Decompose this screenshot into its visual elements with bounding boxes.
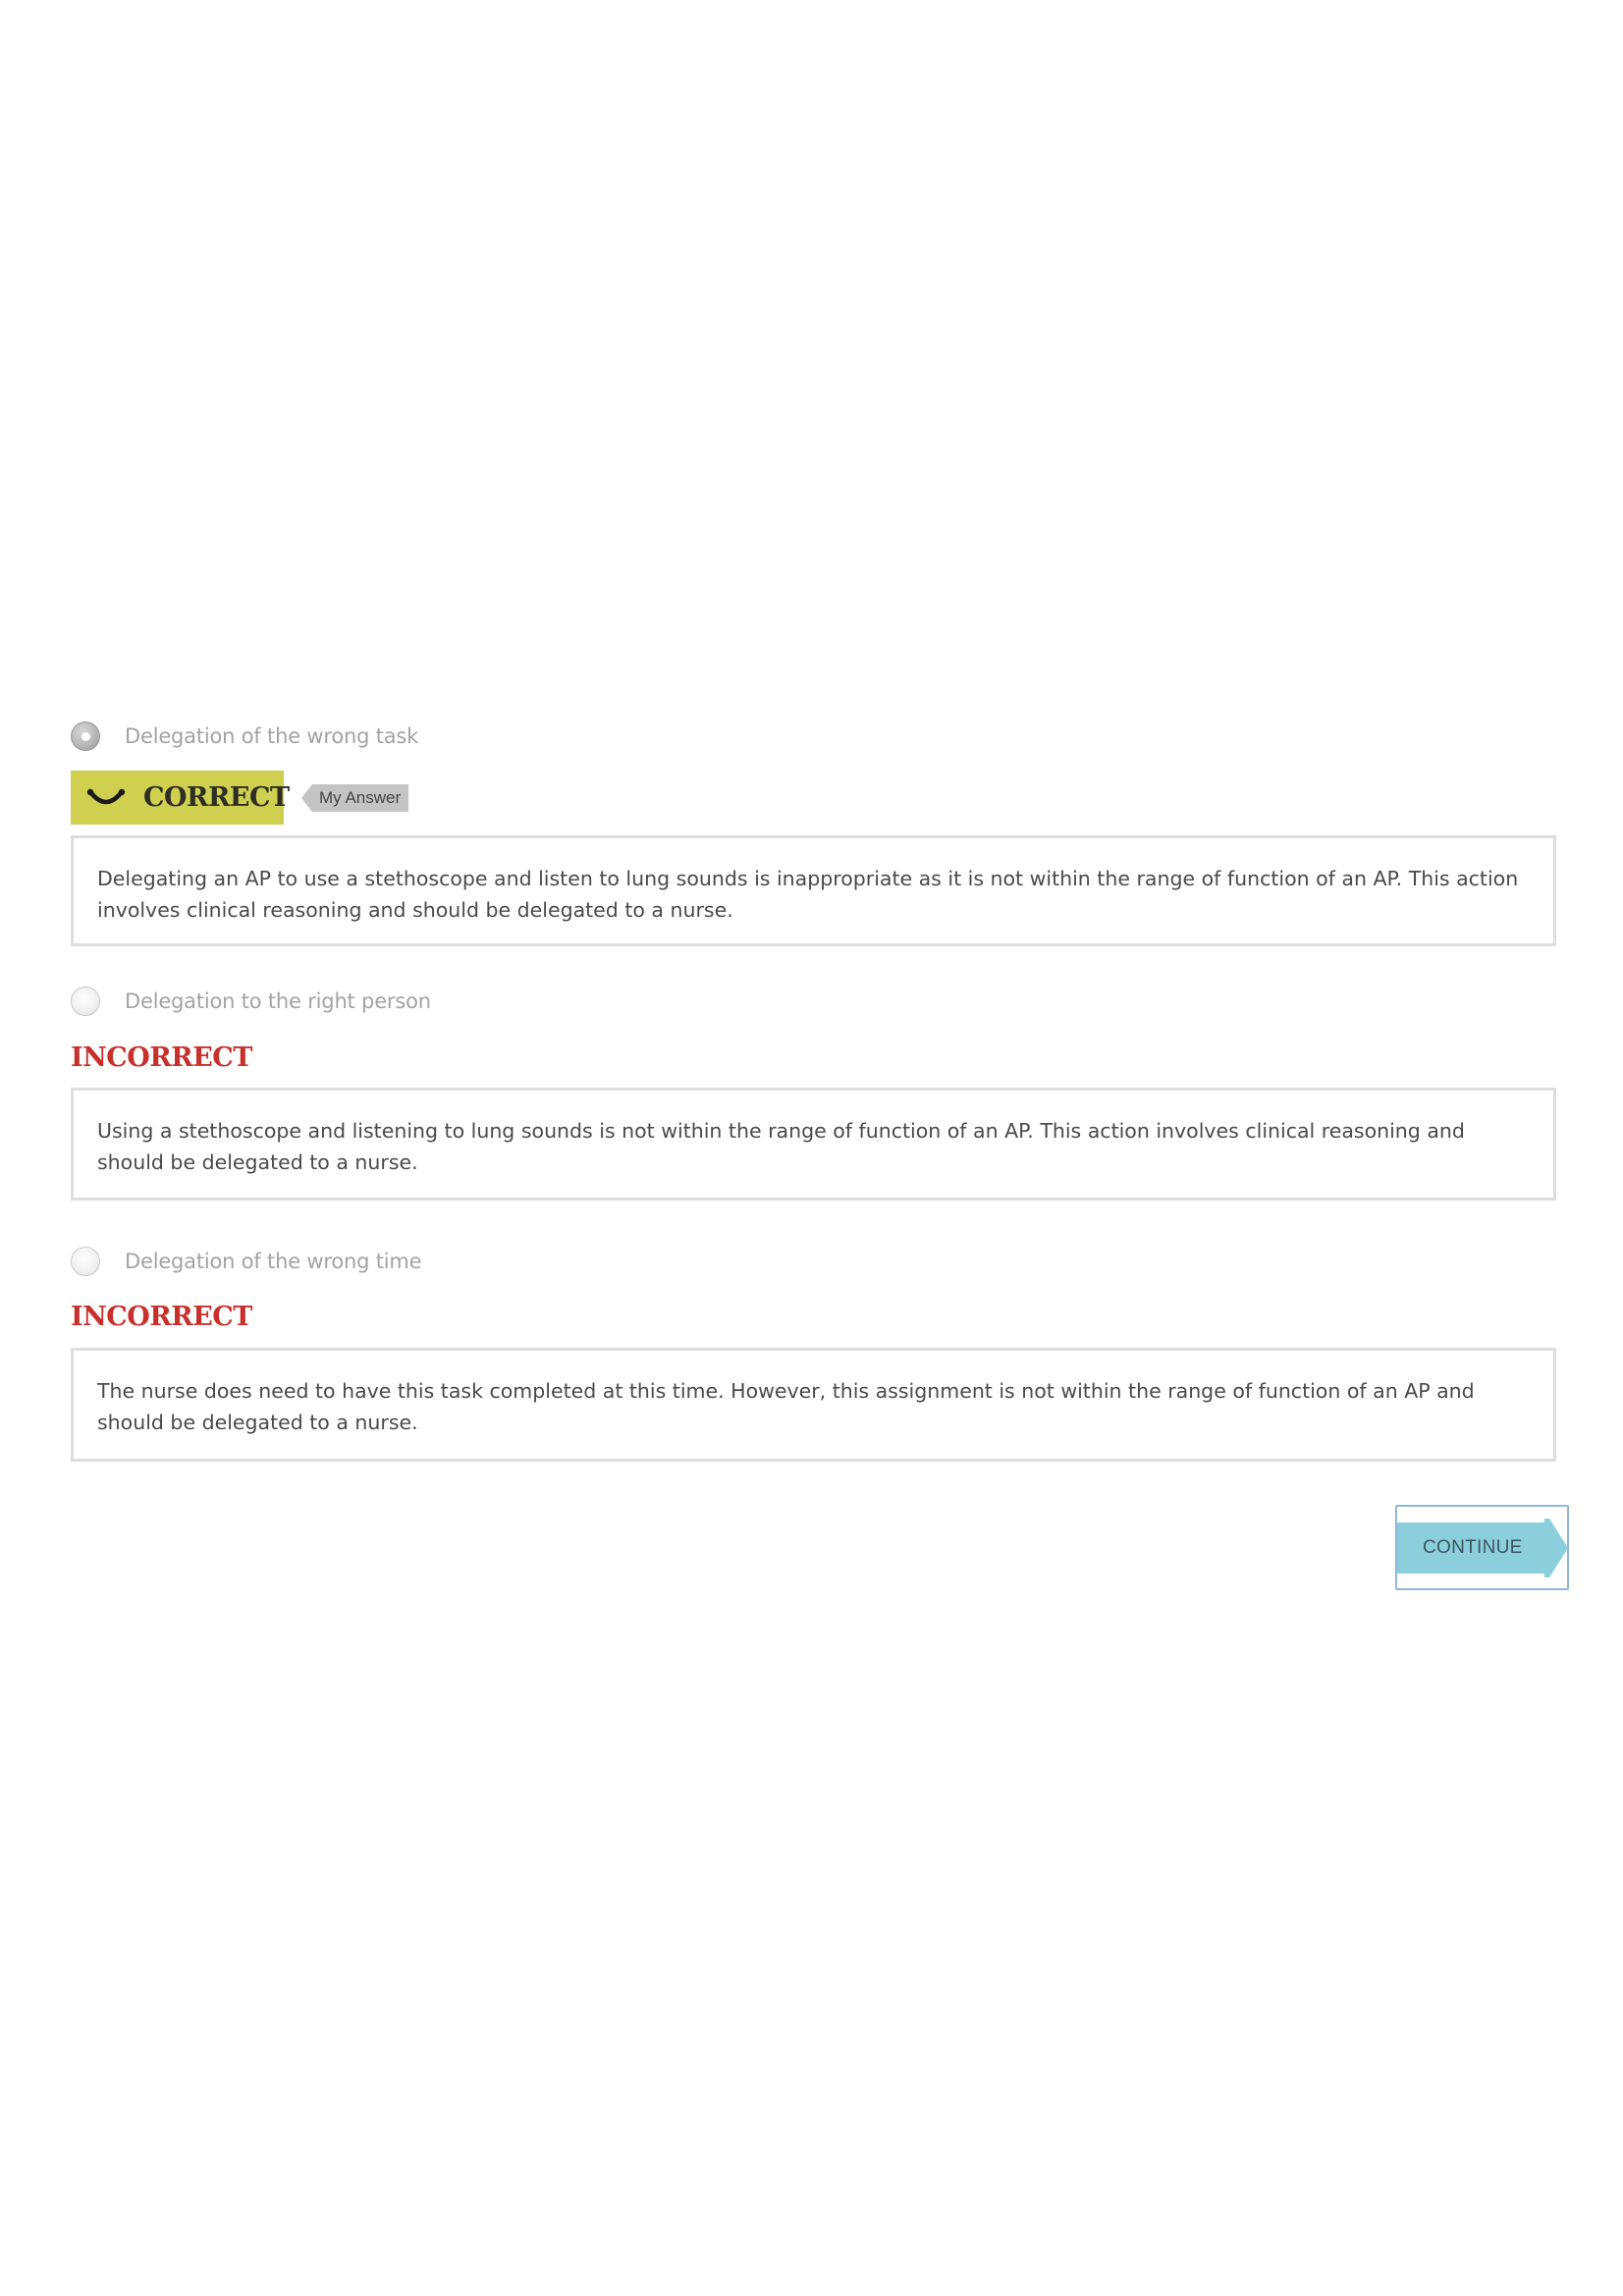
correct-label: CORRECT [143,782,290,813]
my-answer-label: My Answer [312,784,408,812]
continue-button-frame [1395,1505,1569,1590]
incorrect-label: INCORRECT [71,1302,252,1332]
smile-icon [86,787,126,809]
feedback-text: The nurse does need to have this task completed at this time. However, this assignment is not within the range of function of an AP and should be delegated to a nurse. [97,1379,1475,1434]
continue-label: CONTINUE [1423,1537,1523,1558]
feedback-text: Delegating an AP to use a stethoscope and listen to lung sounds is inappropriate as it is not within the range of function of an AP. This action involves clinical reasoning and should be delegated to a nurse. [97,867,1519,922]
answer-option-1[interactable] [71,720,418,753]
incorrect-label: INCORRECT [71,1042,252,1073]
feedback-text: Using a stethoscope and listening to lung sounds is not within the range of function of an AP. This action involves clinical reasoning and should be delegated to a nurse. [97,1119,1465,1174]
my-answer-tag [301,784,408,812]
radio-button-selected[interactable] [71,721,100,751]
continue-button[interactable] [1397,1519,1571,1577]
radio-button[interactable] [71,987,100,1016]
radio-button[interactable] [71,1247,100,1276]
answer-option-3[interactable] [71,1245,421,1278]
correct-banner [71,771,290,825]
feedback-box-2 [71,1088,1556,1201]
tag-arrow-icon [301,784,312,812]
feedback-box-3 [71,1348,1556,1462]
answer-option-label: Delegation to the right person [125,989,431,1013]
feedback-box-1 [71,835,1556,946]
answer-option-label: Delegation of the wrong time [125,1250,422,1273]
answer-option-label: Delegation of the wrong task [125,724,419,748]
answer-option-2[interactable] [71,985,431,1018]
